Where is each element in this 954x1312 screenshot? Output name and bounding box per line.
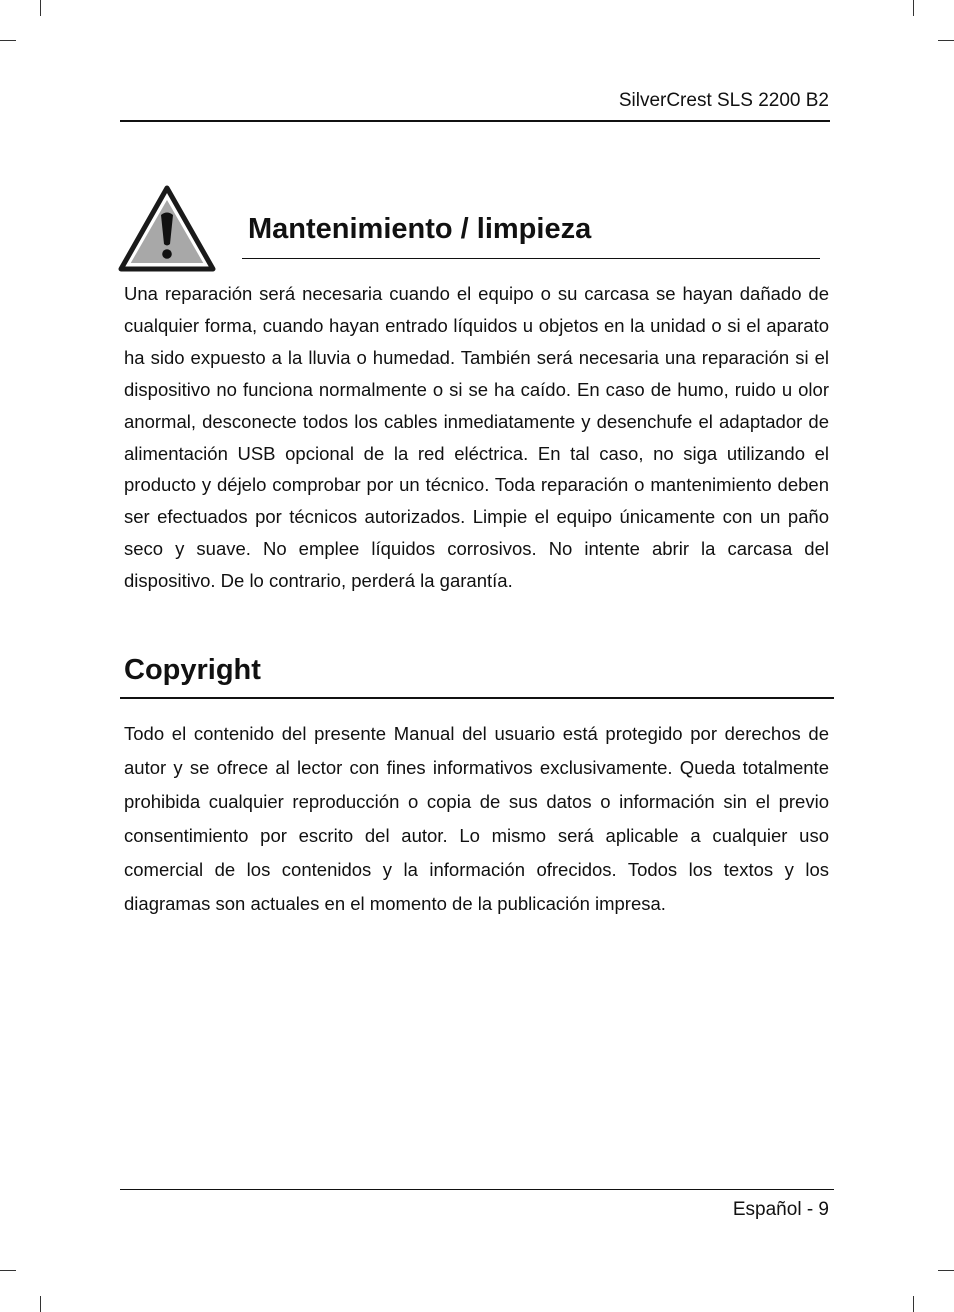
header-product-name: SilverCrest SLS 2200 B2 [618, 90, 829, 111]
crop-mark [938, 1270, 954, 1271]
crop-mark [0, 1270, 16, 1271]
footer-rule [120, 1189, 834, 1190]
crop-mark [913, 1296, 914, 1312]
crop-mark [0, 40, 16, 41]
header-rule [120, 120, 830, 122]
crop-mark [40, 0, 41, 16]
crop-mark [938, 40, 954, 41]
section-body-maintenance: Una reparación será necesaria cuando el equipo o su carcasa se hayan dañado de cualquier forma, cuando hayan entrado líquidos u objetos en la unidad o si el aparato ha sido expuesto a la lluvia o humedad. También será necesaria una reparación si el dispositivo no funciona normalmente o si se ha caído. En caso de humo, ruido u olor anormal, desconecte todos los cables inmediatamente y desenchufe el adaptador de alimentación USB opcional de la red eléctrica. En tal caso, no siga utilizando el producto y déjelo comprobar por un técnico. Toda reparación o mantenimiento deben ser efectuados por técnicos autorizados. Limpie el equipo únicamente con un paño seco y suave. No emplee líquidos corrosivos. No intente abrir la carcasa del dispositivo. De lo contrario, perderá la garantía. [124, 283, 829, 592]
section-title-maintenance: Mantenimiento / limpieza [248, 213, 592, 245]
warning-triangle-icon [118, 185, 216, 273]
section-body-copyright: Todo el contenido del presente Manual del usuario está protegido por derechos de autor y se ofrece al lector con fines informativos exclusivamente. Queda totalmente prohibida cualquier reproducción o copia de sus datos o información sin el previo consentimiento por escrito del autor. Lo mismo será aplicable a cualquier uso comercial de los contenidos y la información ofrecidos. Todos los textos y los diagramas son actuales en el momento de la publicación impresa. [124, 723, 829, 914]
section-title-rule [242, 258, 820, 259]
section-title-copyright: Copyright [124, 654, 261, 686]
crop-mark [913, 0, 914, 16]
section-title-rule [120, 697, 834, 699]
page-number: Español - 9 [732, 1199, 829, 1220]
crop-mark [40, 1296, 41, 1312]
